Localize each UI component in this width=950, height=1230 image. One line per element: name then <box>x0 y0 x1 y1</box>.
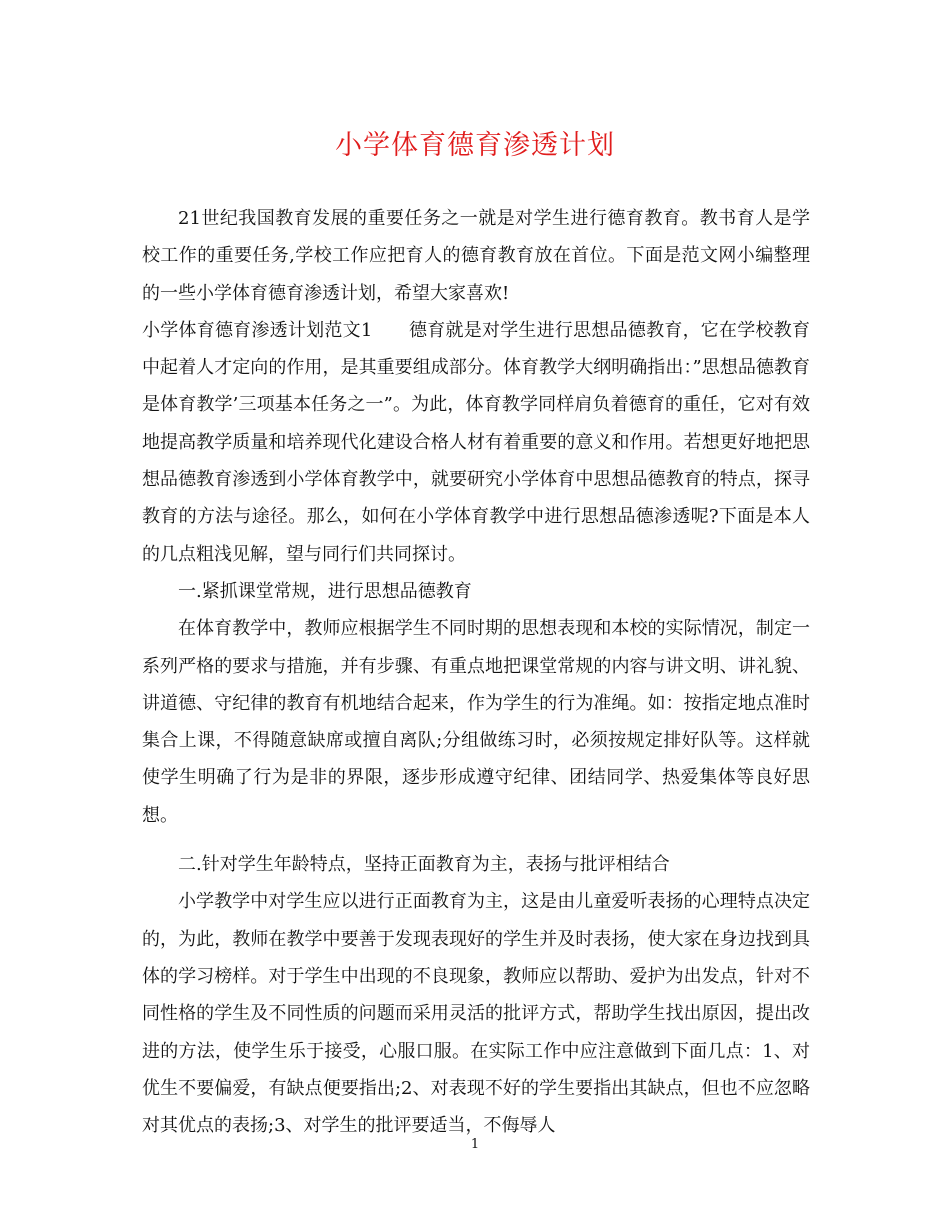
section-paragraph-2: 小学教学中对学生应以进行正面教育为主，这是由儿童爱听表扬的心理特点决定的，为此，教师在教学中要善于发现表现好的学生并及时表扬，使大家在身边找到具体的学习榜样。对于学生中出现的不良现象，教师应以帮助、爱护为出发点，针对不同性格的学生及不同性质的问题而采用灵活的批评方式，帮助学生找出原因，提出改进的方法，使学生乐于接受，心服口服。在实际工作中应注意做到下面几点：1、对优生不要偏爱，有缺点便要指出;2、对表现不好的学生要指出其缺点，但也不应忽略对其优点的表扬;3、对学生的批评要适当，不侮辱人 <box>142 891 810 1137</box>
sample-paragraph: 小学体育德育渗透计划范文1 德育就是对学生进行思想品德教育，它在学校教育中起着人才定向的作用，是其重要组成部分。体育教学大纲明确指出：”思想品德教育是体育教学’三项基本任务之一”。为此，体育教学同样肩负着德育的重任，它对有效地提高教学质量和培养现代化建设合格人材有着重要的意义和作用。若想更好地把思想品德教育渗透到小学体育教学中，就要研究小学体育中思想品德教育的特点，探寻教育的方法与途径。那么，如何在小学体育教学中进行思想品德渗透呢?下面是本人的几点粗浅见解，望与同行们共同探讨。 <box>142 319 810 565</box>
page-number: 1 <box>470 1137 480 1152</box>
section-heading-2: 二.针对学生年龄特点，坚持正面教育为主，表扬与批评相结合 <box>178 854 670 876</box>
section-paragraph-1: 在体育教学中，教师应根据学生不同时期的思想表现和本校的实际情况，制定一系列严格的要求与措施，并有步骤、有重点地把课堂常规的内容与讲文明、讲礼貌、讲道德、守纪律的教育有机地结合起来，作为学生的行为准绳。如：按指定地点准时集合上课，不得随意缺席或擅自离队;分组做练习时，必须按规定排好队等。这样就使学生明确了行为是非的界限，逐步形成遵守纪律、团结同学、热爱集体等良好思想。 <box>142 618 810 826</box>
document-body <box>142 200 810 1144</box>
section-heading-1: 一.紧抓课堂常规，进行思想品德教育 <box>178 580 472 602</box>
intro-paragraph: 21世纪我国教育发展的重要任务之一就是对学生进行德育教育。教书育人是学校工作的重要任务,学校工作应把育人的德育教育放在首位。下面是范文网小编整理的一些小学体育德育渗透计划，希望大家喜欢! <box>142 208 810 304</box>
document-title: 小学体育德育渗透计划 <box>335 130 615 161</box>
